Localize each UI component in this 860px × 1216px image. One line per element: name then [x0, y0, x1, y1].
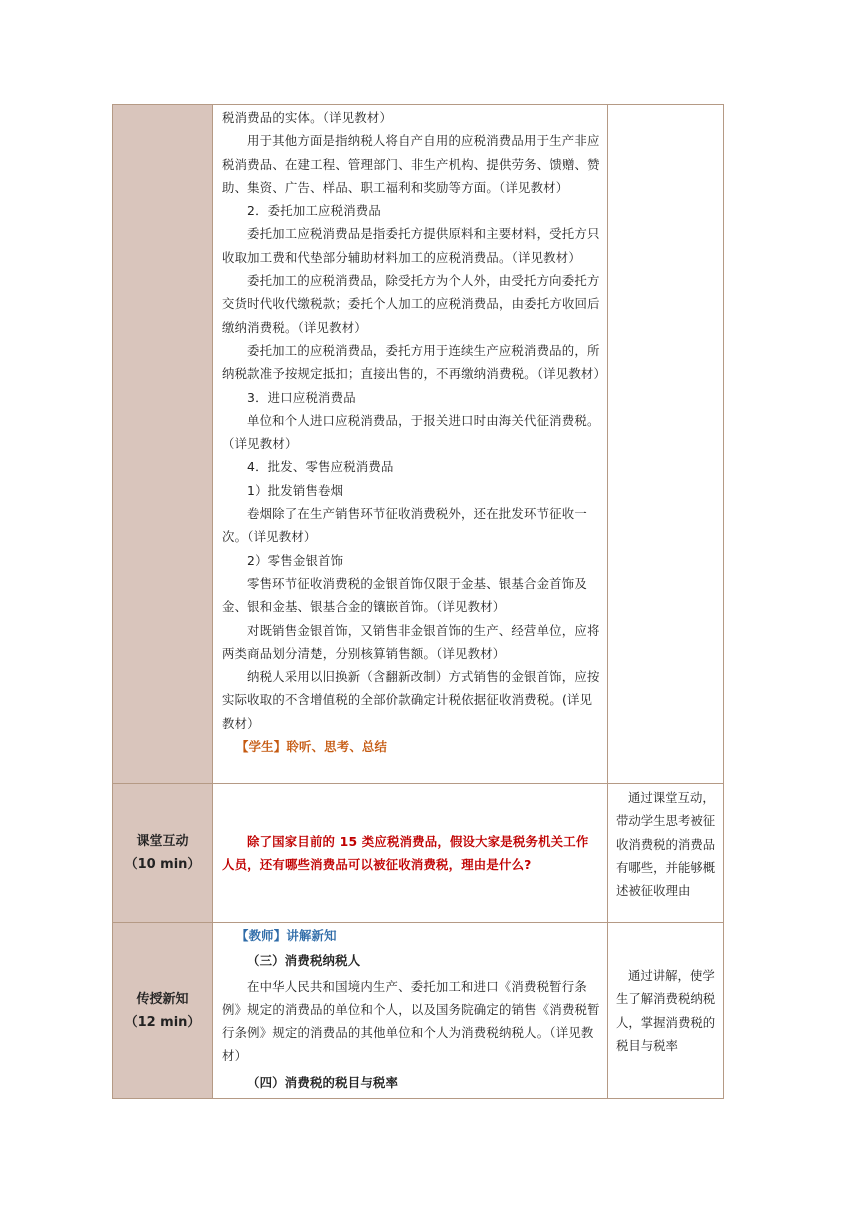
section-time: （12 min）	[124, 1014, 201, 1030]
teacher-tag: 【教师】讲解新知	[236, 928, 337, 943]
subheading: 1）批发销售卷烟	[247, 482, 344, 498]
content-cell	[213, 784, 608, 923]
text-paragraph: 卷烟除了在生产销售环节征收消费税外，还在批发环节征收一次。（详见教材）	[222, 506, 587, 545]
section-label-cell	[113, 923, 213, 1099]
text-paragraph: 委托加工的应税消费品，委托方用于连续生产应税消费品的，所纳税款准予按规定抵扣；直接出售的，不再缴纳消费税。（详见教材）	[222, 342, 607, 382]
teaching-note: 通过讲解，使学生了解消费税纳税人，掌握消费税的税目与税率	[616, 967, 716, 1053]
content-cell	[213, 923, 608, 1099]
teaching-note: 通过课堂互动，带动学生思考被征收消费税的消费品有哪些，并能够概述被征收理由	[616, 790, 716, 899]
text-paragraph: 委托加工的应税消费品，除受托方为个人外，由受托方向委托方交货时代收代缴税款；委托个人加工的应税消费品，由委托方收回后缴纳消费税。（详见教材）	[222, 273, 600, 335]
heading-taxpayer: （三）消费税纳税人	[247, 953, 361, 969]
text-paragraph: 用于其他方面是指纳税人将自产自用的应税消费品用于生产非应税消费品、在建工程、管理部门、非生产机构、提供劳务、馈赠、赞助、集资、广告、样品、职工福利和奖励等方面。（详见教材）	[222, 133, 600, 195]
heading-tax-items: （四）消费税的税目与税率	[247, 1074, 399, 1090]
subheading: 2）零售金银首饰	[247, 552, 344, 568]
table-row-teaching	[113, 923, 724, 1099]
student-tag: 【学生】聆听、思考、总结	[236, 739, 388, 755]
table-row-continuation	[113, 105, 724, 784]
text-paragraph: 零售环节征收消费税的金银首饰仅限于金基、银基合金首饰及金、银和金基、银基合金的镶嵌首饰。（详见教材）	[222, 575, 587, 615]
subheading: 4．批发、零售应税消费品	[247, 459, 394, 475]
text-paragraph: 纳税人采用以旧换新（含翻新改制）方式销售的金银首饰，应按实际收取的不含增值税的全部价款确定计税依据征收消费税。(详见教材）	[222, 669, 600, 731]
subheading: 3．进口应税消费品	[247, 389, 356, 405]
text-paragraph: 在中华人民共和国境内生产、委托加工和进口《消费税暂行条例》规定的消费品的单位和个人，以及国务院确定的销售《消费税暂行条例》规定的消费品的其他单位和个人为消费税纳税人。（详见教材）	[222, 978, 600, 1064]
note-cell-empty	[608, 105, 724, 784]
lesson-plan-table	[112, 104, 724, 1099]
section-time: （10 min）	[124, 857, 201, 872]
table-row-interaction	[113, 784, 724, 923]
text-paragraph: 单位和个人进口应税消费品，于报关进口时由海关代征消费税。（详见教材）	[222, 412, 600, 452]
note-cell	[608, 923, 724, 1099]
section-label-cell	[113, 784, 213, 923]
section-label: 传授新知	[136, 991, 189, 1007]
section-label: 课堂互动	[136, 834, 189, 849]
note-cell	[608, 784, 724, 923]
section-label-cell-empty	[113, 105, 213, 784]
text-paragraph: 委托加工应税消费品是指委托方提供原料和主要材料，受托方只收取加工费和代垫部分辅助材料加工的应税消费品。（详见教材）	[222, 226, 600, 265]
discussion-question: 除了国家目前的 15 类应税消费品，假设大家是税务机关工作人员，还有哪些消费品可以被征收消费税，理由是什么?	[222, 833, 589, 872]
content-cell	[213, 105, 608, 784]
text-paragraph: 对既销售金银首饰，又销售非金银首饰的生产、经营单位，应将两类商品划分清楚，分别核算销售额。（详见教材）	[222, 622, 600, 661]
subheading: 2．委托加工应税消费品	[247, 203, 381, 219]
text-line: 税消费品的实体。（详见教材）	[222, 110, 393, 125]
